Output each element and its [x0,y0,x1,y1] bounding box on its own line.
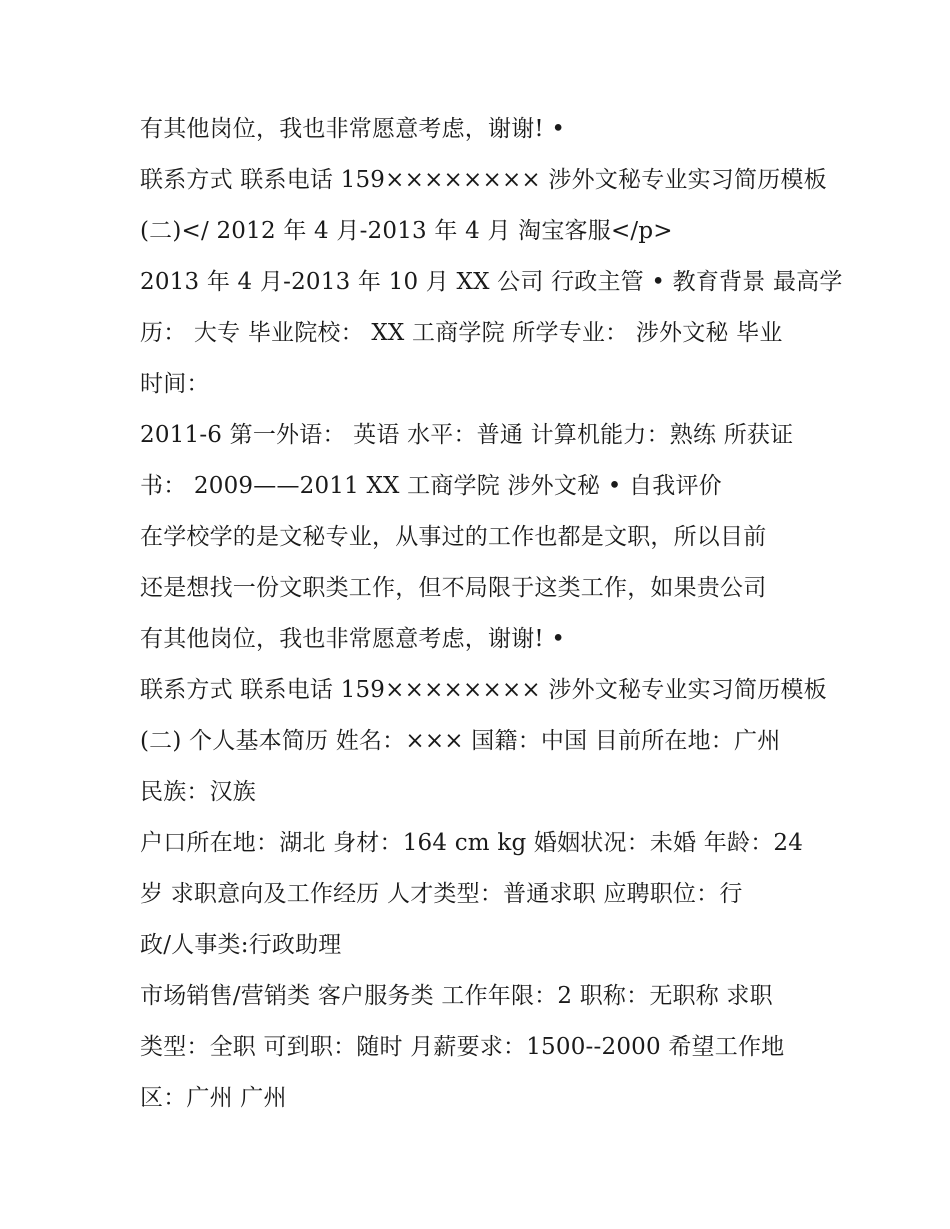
text-line: 类型：全职 可到职：随时 月薪要求：1500--2000 希望工作地 [140,1034,785,1060]
text-line: 联系方式 联系电话 159×××××××× 涉外文秘专业实习简历模板 [140,167,827,193]
text-line: 书： 2009——2011 XX 工商学院 涉外文秘 • 自我评价 [140,473,722,499]
text-line: 区：广州 广州 [140,1085,287,1111]
text-line: 时间： [140,371,210,397]
text-line: 还是想找一份文职类工作，但不局限于这类工作，如果贵公司 [140,575,767,601]
document-body [140,104,843,1124]
text-line: 有其他岗位，我也非常愿意考虑，谢谢! • [140,626,566,652]
text-line: 历： 大专 毕业院校： XX 工商学院 所学专业： 涉外文秘 毕业 [140,320,783,346]
text-line: 岁 求职意向及工作经历 人才类型：普通求职 应聘职位：行 [140,881,743,907]
text-line: (二)</ 2012 年 4 月-2013 年 4 月 淘宝客服</p> [140,218,673,244]
text-line: 政/人事类:行政助理 [140,932,342,958]
text-line: 2013 年 4 月-2013 年 10 月 XX 公司 行政主管 • 教育背景 最高学 [140,269,843,295]
text-line: 2011-6 第一外语： 英语 水平：普通 计算机能力：熟练 所获证 [140,422,794,448]
text-line: 户口所在地：湖北 身材：164 cm kg 婚姻状况：未婚 年龄：24 [140,830,804,856]
text-line: 在学校学的是文秘专业，从事过的工作也都是文职，所以目前 [140,524,767,550]
text-line: 市场销售/营销类 客户服务类 工作年限：2 职称：无职称 求职 [140,983,773,1009]
text-line: 民族：汉族 [140,779,256,805]
text-line: (二) 个人基本简历 姓名：××× 国籍：中国 目前所在地：广州 [140,728,781,754]
text-line: 联系方式 联系电话 159×××××××× 涉外文秘专业实习简历模板 [140,677,827,703]
text-line: 有其他岗位，我也非常愿意考虑，谢谢! • [140,116,566,142]
